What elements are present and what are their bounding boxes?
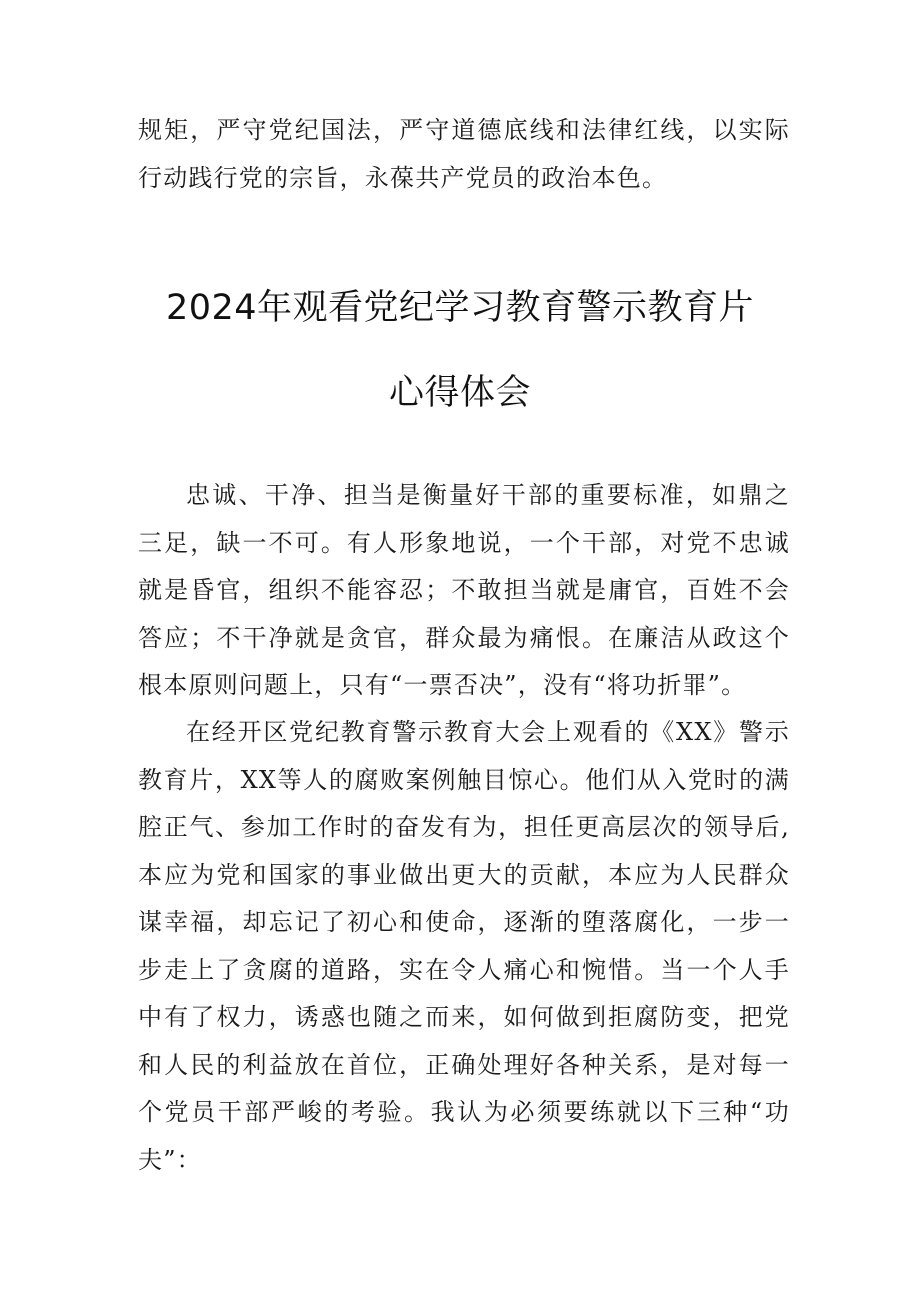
body-paragraph-1: 忠诚、干净、担当是衡量好干部的重要标准，如鼎之三足，缺一不可。有人形象地说，一个干部，对党不忠诚就是昏官，组织不能容忍；不敢担当就是庸官，百姓不会答应；不干净就是贪官，群众最为痛恨。在廉洁从政这个根本原则问题上，只有“一票否决”，没有“将功折罪”。 — [138, 481, 790, 699]
title-line-1: 2024年观看党纪学习教育警示教育片 — [165, 288, 755, 328]
body-paragraph-2: 在经开区党纪教育警示教育大会上观看的《XX》警示教育片，XX等人的腐败案例触目惊心。他们从入党时的满腔正气、参加工作时的奋发有为，担任更高层次的领导后,本应为党和国家的事业做出更大的贡献，本应为人民群众谋幸福，却忘记了初心和使命，逐渐的堕落腐化，一步一步走上了贪腐的道路，实在令人痛心和惋惜。当一个人手中有了权力，诱惑也随之而来，如何做到拒腐防变，把党和人民的利益放在首位，正确处理好各种关系，是对每一个党员干部严峻的考验。我认为必须要练就以下三种“功夫”： — [138, 718, 790, 1174]
continued-paragraph: 规矩，严守党纪国法，严守道德底线和法律红线，以实际行动践行党的宗旨，永葆共产党员的政治本色。 — [138, 116, 790, 192]
title-line-2: 心得体会 — [388, 373, 531, 413]
